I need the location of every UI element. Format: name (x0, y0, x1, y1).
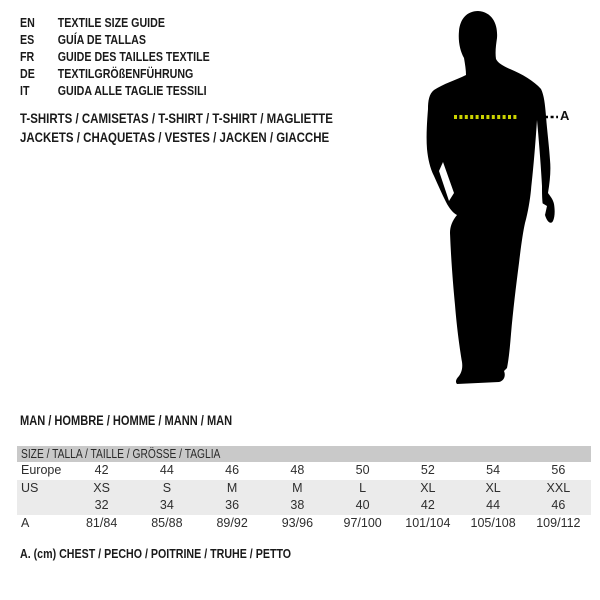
size-table (17, 446, 591, 532)
table-header-row (17, 446, 591, 462)
size-cell: 85/88 (151, 515, 183, 530)
row-label: A (21, 515, 30, 530)
size-cell: 46 (225, 463, 240, 477)
table-header-label: SIZE / TALLA / TAILLE / GRÖSSE / TAGLIA (21, 447, 221, 461)
size-cell: 34 (159, 498, 174, 512)
measurement-footnote: A. (cm) CHEST / PECHO / POITRINE / TRUHE / PETTO (20, 546, 292, 561)
measurement-label-a: A (560, 108, 570, 123)
row-label: US (21, 480, 39, 495)
size-cell: M (226, 480, 238, 495)
size-cell: 50 (355, 463, 370, 477)
size-cell: 89/92 (216, 515, 248, 530)
language-code: IT (20, 83, 30, 98)
size-cell: 44 (159, 463, 174, 477)
guide-title-it: GUIDA ALLE TAGLIE TESSILI (57, 83, 207, 98)
category-line-tshirts: T-SHIRTS / CAMISETAS / T-SHIRT / T-SHIRT / MAGLIETTE (20, 110, 333, 126)
table-row-chest-a (17, 515, 591, 533)
size-cell: XL (485, 480, 501, 495)
size-cell: XS (93, 480, 110, 495)
size-cell: 42 (94, 463, 109, 477)
size-cell: 56 (551, 463, 566, 477)
guide-title-en: TEXTILE SIZE GUIDE (57, 15, 165, 30)
size-cell: 42 (420, 498, 435, 512)
table-row-europe (17, 462, 591, 480)
size-cell: 101/104 (405, 515, 451, 530)
guide-title-es: GUÍA DE TALLAS (57, 32, 146, 47)
language-code: DE (20, 66, 35, 81)
size-cell: 38 (290, 498, 305, 512)
size-cell: 44 (486, 498, 501, 512)
size-cell: 93/96 (281, 515, 314, 530)
size-cell: XXL (546, 480, 571, 495)
size-cell: 40 (355, 498, 370, 512)
size-cell: 32 (94, 498, 109, 512)
size-cell: 48 (290, 463, 305, 477)
man-silhouette (427, 11, 555, 384)
language-code: FR (20, 49, 35, 64)
size-cell: L (359, 480, 367, 495)
size-cell: 52 (420, 463, 435, 477)
language-code: EN (20, 15, 35, 30)
table-row-us (17, 480, 591, 498)
table-row-us-numeric (17, 497, 591, 515)
size-cell: 54 (486, 463, 501, 477)
size-cell: 46 (551, 498, 566, 512)
row-label: Europe (21, 463, 62, 477)
size-cell: 36 (225, 498, 240, 512)
size-cell: S (162, 480, 172, 495)
guide-title-de: TEXTILGRÖßENFÜHRUNG (57, 66, 194, 81)
row-label (17, 497, 69, 515)
size-cell: M (292, 480, 303, 495)
guide-title-fr: GUIDE DES TAILLES TEXTILE (57, 49, 210, 64)
category-line-jackets: JACKETS / CHAQUETAS / VESTES / JACKEN / GIACCHE (20, 128, 330, 145)
size-cell: XL (420, 480, 436, 495)
size-cell: 97/100 (343, 515, 382, 530)
size-cell: 105/108 (470, 515, 516, 530)
language-code: ES (20, 32, 35, 47)
size-cell: 81/84 (85, 515, 118, 530)
size-cell: 109/112 (536, 515, 581, 530)
gender-heading: MAN / HOMBRE / HOMME / MANN / MAN (20, 413, 233, 428)
